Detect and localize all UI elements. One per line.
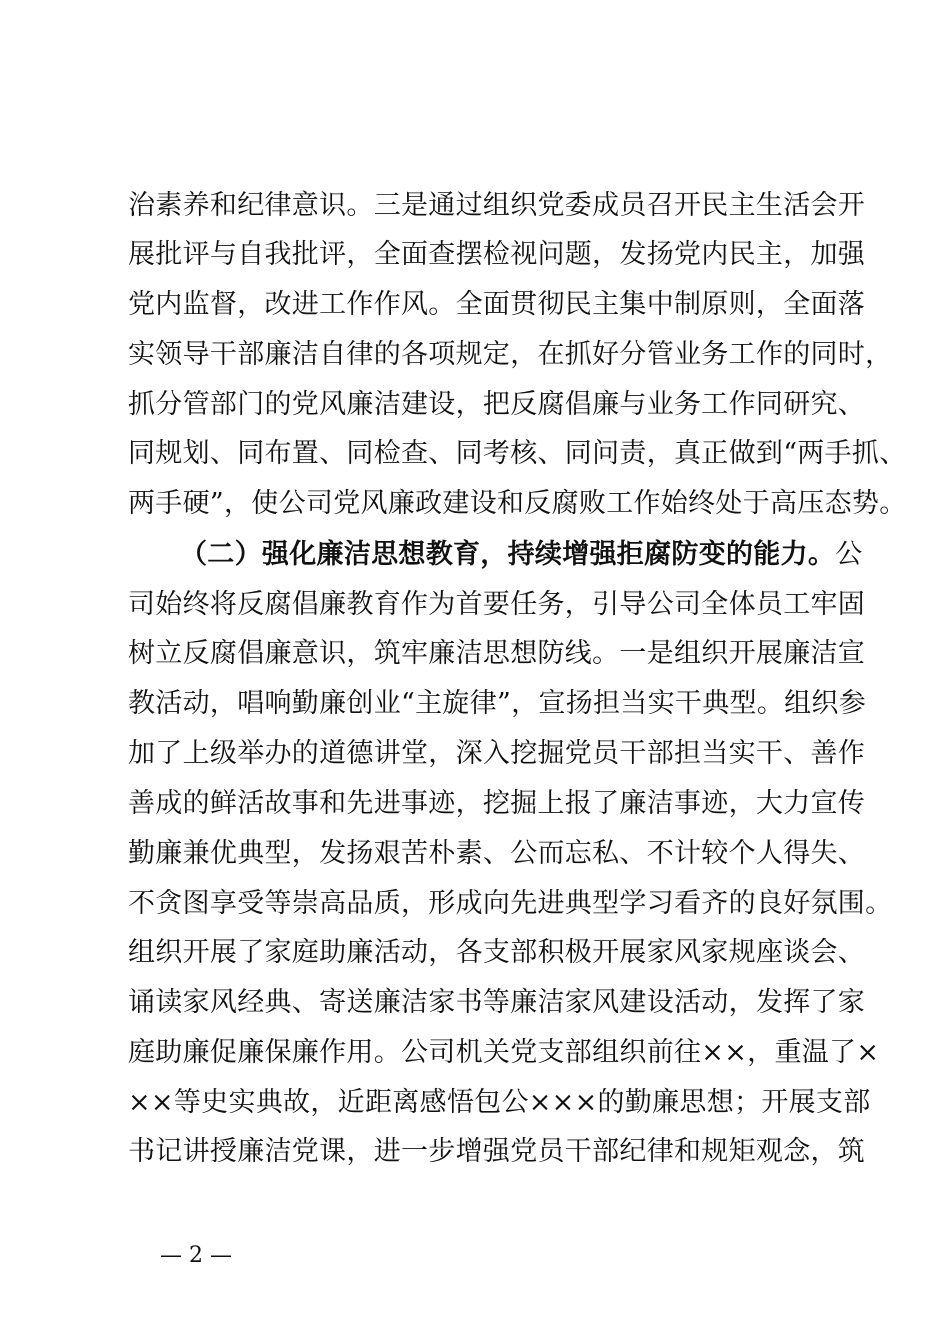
page-number: — 2 — xyxy=(160,1243,232,1268)
body-line: 教活动，唱响勤廉创业“主旋律”，宣扬担当实干典型。组织参 xyxy=(128,688,867,719)
body-line: 展批评与自我批评，全面查摆检视问题，发扬党内民主，加强 xyxy=(128,239,866,270)
body-line: 不贪图享受等崇高品质，形成向先进典型学习看齐的良好氛围。 xyxy=(128,888,893,919)
body-line: 树立反腐倡廉意识，筑牢廉洁思想防线。一是组织开展廉洁宣 xyxy=(128,638,866,669)
body-line: 两手硬”，使公司党风廉政建设和反腐败工作始终处于高压态势。 xyxy=(128,488,907,519)
body-line: 善成的鲜活故事和先进事迹，挖掘上报了廉洁事迹，大力宣传 xyxy=(128,788,866,819)
body-line: 治素养和纪律意识。三是通过组织党委成员召开民主生活会开 xyxy=(128,190,866,221)
body-line: ××等史实典故，近距离感悟包公×××的勤廉思想；开展支部 xyxy=(128,1087,871,1118)
body-line: 党内监督，改进工作作风。全面贯彻民主集中制原则，全面落 xyxy=(128,289,866,320)
body-line: 庭助廉促廉保廉作用。公司机关党支部组织前往××，重温了× xyxy=(128,1037,880,1068)
body-line: 同规划、同布置、同检查、同考核、同问责，真正做到“两手抓、 xyxy=(128,438,907,469)
body-line: 诵读家风经典、寄送廉洁家书等廉洁家风建设活动，发挥了家 xyxy=(128,987,866,1018)
section-heading-tail: 公 xyxy=(835,539,863,570)
body-line: 抓分管部门的党风廉洁建设，把反腐倡廉与业务工作同研究、 xyxy=(128,389,866,420)
body-line: 实领导干部廉洁自律的各项规定，在抓好分管业务工作的同时， xyxy=(128,339,893,370)
body-line: 书记讲授廉洁党课，进一步增强党员干部纪律和规矩观念，筑 xyxy=(128,1136,866,1167)
body-line: 司始终将反腐倡廉教育作为首要任务，引导公司全体员工牢固 xyxy=(128,589,866,620)
body-line: 加了上级举办的道德讲堂，深入挖掘党员干部担当实干、善作 xyxy=(128,738,866,769)
section-heading-line xyxy=(180,537,863,573)
body-line: 组织开展了家庭助廉活动，各支部积极开展家风家规座谈会、 xyxy=(128,937,866,968)
section-heading: （二）强化廉洁思想教育，持续增强拒腐防变的能力。 xyxy=(180,539,836,570)
body-line: 勤廉兼优典型，发扬艰苦朴素、公而忘私、不计较个人得失、 xyxy=(128,838,866,869)
